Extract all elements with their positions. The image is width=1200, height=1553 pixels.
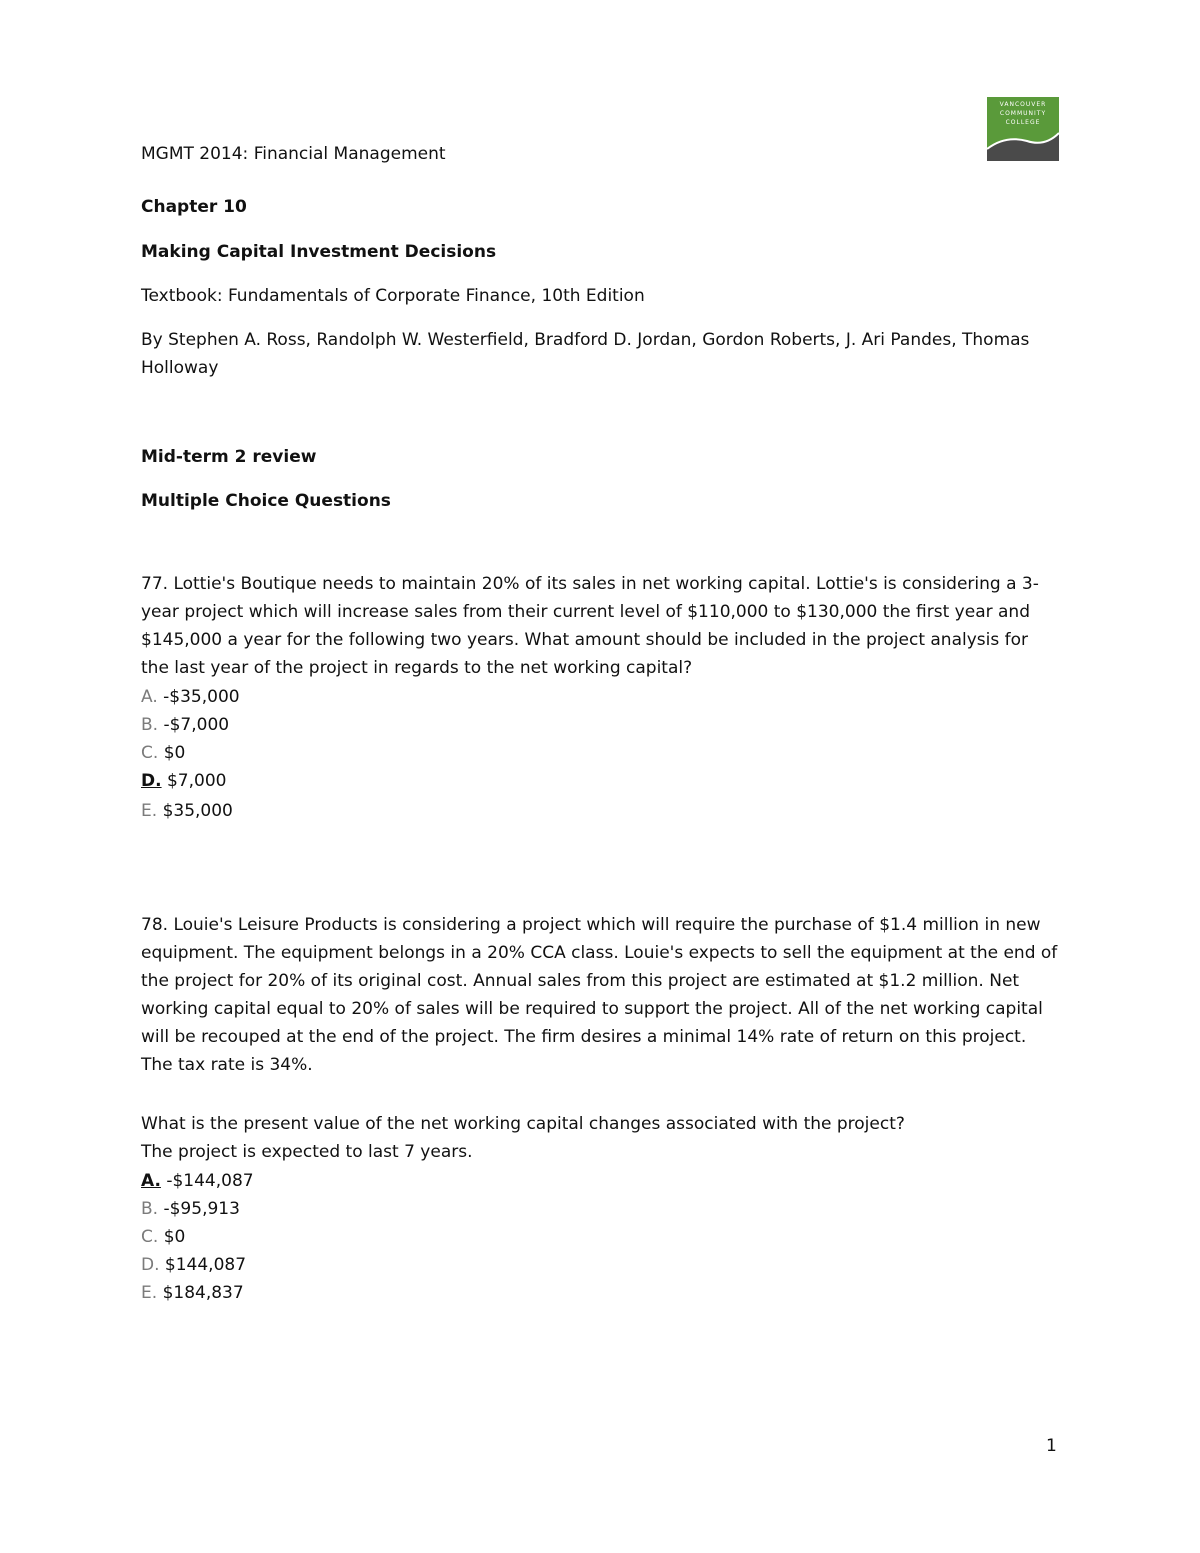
option-value: $184,837 <box>162 1283 244 1303</box>
option-value: $144,087 <box>164 1255 247 1275</box>
logo-line-3: COLLEGE <box>1005 119 1041 126</box>
chapter-label: Chapter 10 <box>141 197 247 217</box>
option-letter: E. <box>141 1283 158 1303</box>
logo-line-1: VANCOUVER <box>999 101 1047 108</box>
q77-option-e <box>141 801 233 821</box>
q78-option-b <box>141 1199 240 1219</box>
option-value: $0 <box>163 743 186 763</box>
option-value: $7,000 <box>166 771 227 791</box>
question-78-text: 78. Louie's Leisure Products is considering a project which will require the purchase of $1.4 million in new equipment. The equipment belongs in a 20% CCA class. Louie's expects to sell the equipment at the end of the project for 20% of its original cost. Annual sales from this project are estimated at $1.2 million. Net working capital equal to 20% of sales will be required to support the project. All of the net working capital will be recouped at the end of the project. The firm desires a minimal 14% rate of return on this project. The tax rate is 34%. <box>141 915 1058 1075</box>
question-78 <box>141 911 1061 1079</box>
q77-option-c <box>141 743 185 763</box>
q78-option-e <box>141 1283 244 1303</box>
option-value: $35,000 <box>162 801 233 821</box>
option-letter-correct: A. <box>141 1171 161 1191</box>
authors-line-1: By Stephen A. Ross, Randolph W. Westerfield, Bradford D. Jordan, Gordon Roberts, J. Ari Pandes, Thomas <box>141 330 1030 350</box>
option-value: -$95,913 <box>163 1199 240 1219</box>
option-letter: E. <box>141 801 158 821</box>
logo-wave-icon <box>987 97 1059 161</box>
option-value: -$144,087 <box>166 1171 254 1191</box>
question-77 <box>141 570 1061 682</box>
college-logo <box>987 97 1059 161</box>
review-title: Mid-term 2 review <box>141 447 317 467</box>
option-value: -$35,000 <box>163 687 240 707</box>
textbook-line: Textbook: Fundamentals of Corporate Finance, 10th Edition <box>141 286 645 306</box>
option-letter: A. <box>141 687 158 707</box>
question-77-text: 77. Lottie's Boutique needs to maintain 20% of its sales in net working capital. Lottie's is considering a 3-year project which will increase sales from their current level of $110,000 to $130,000 the first year and $145,000 a year for the following two years. What amount should be included in the project analysis for the last year of the project in regards to the net working capital? <box>141 574 1039 678</box>
option-letter: B. <box>141 1199 159 1219</box>
question-78-prompt-1: What is the present value of the net working capital changes associated with the project? <box>141 1114 905 1134</box>
chapter-title: Making Capital Investment Decisions <box>141 242 497 262</box>
course-title: MGMT 2014: Financial Management <box>141 144 446 164</box>
page-number: 1 <box>1046 1436 1057 1456</box>
option-letter: C. <box>141 1227 159 1247</box>
q77-option-a <box>141 687 240 707</box>
option-value: $0 <box>163 1227 186 1247</box>
logo-line-2: COMMUNITY <box>999 110 1047 117</box>
option-letter: D. <box>141 1255 160 1275</box>
section-title: Multiple Choice Questions <box>141 491 391 511</box>
question-78-prompt-2: The project is expected to last 7 years. <box>141 1142 473 1162</box>
q78-option-d <box>141 1255 246 1275</box>
option-letter-correct: D. <box>141 771 162 791</box>
q77-option-d-correct <box>141 771 226 791</box>
option-letter: C. <box>141 743 159 763</box>
option-value: -$7,000 <box>163 715 230 735</box>
option-letter: B. <box>141 715 159 735</box>
q77-option-b <box>141 715 229 735</box>
q78-option-a-correct <box>141 1171 254 1191</box>
authors-line-2: Holloway <box>141 358 219 378</box>
q78-option-c <box>141 1227 185 1247</box>
